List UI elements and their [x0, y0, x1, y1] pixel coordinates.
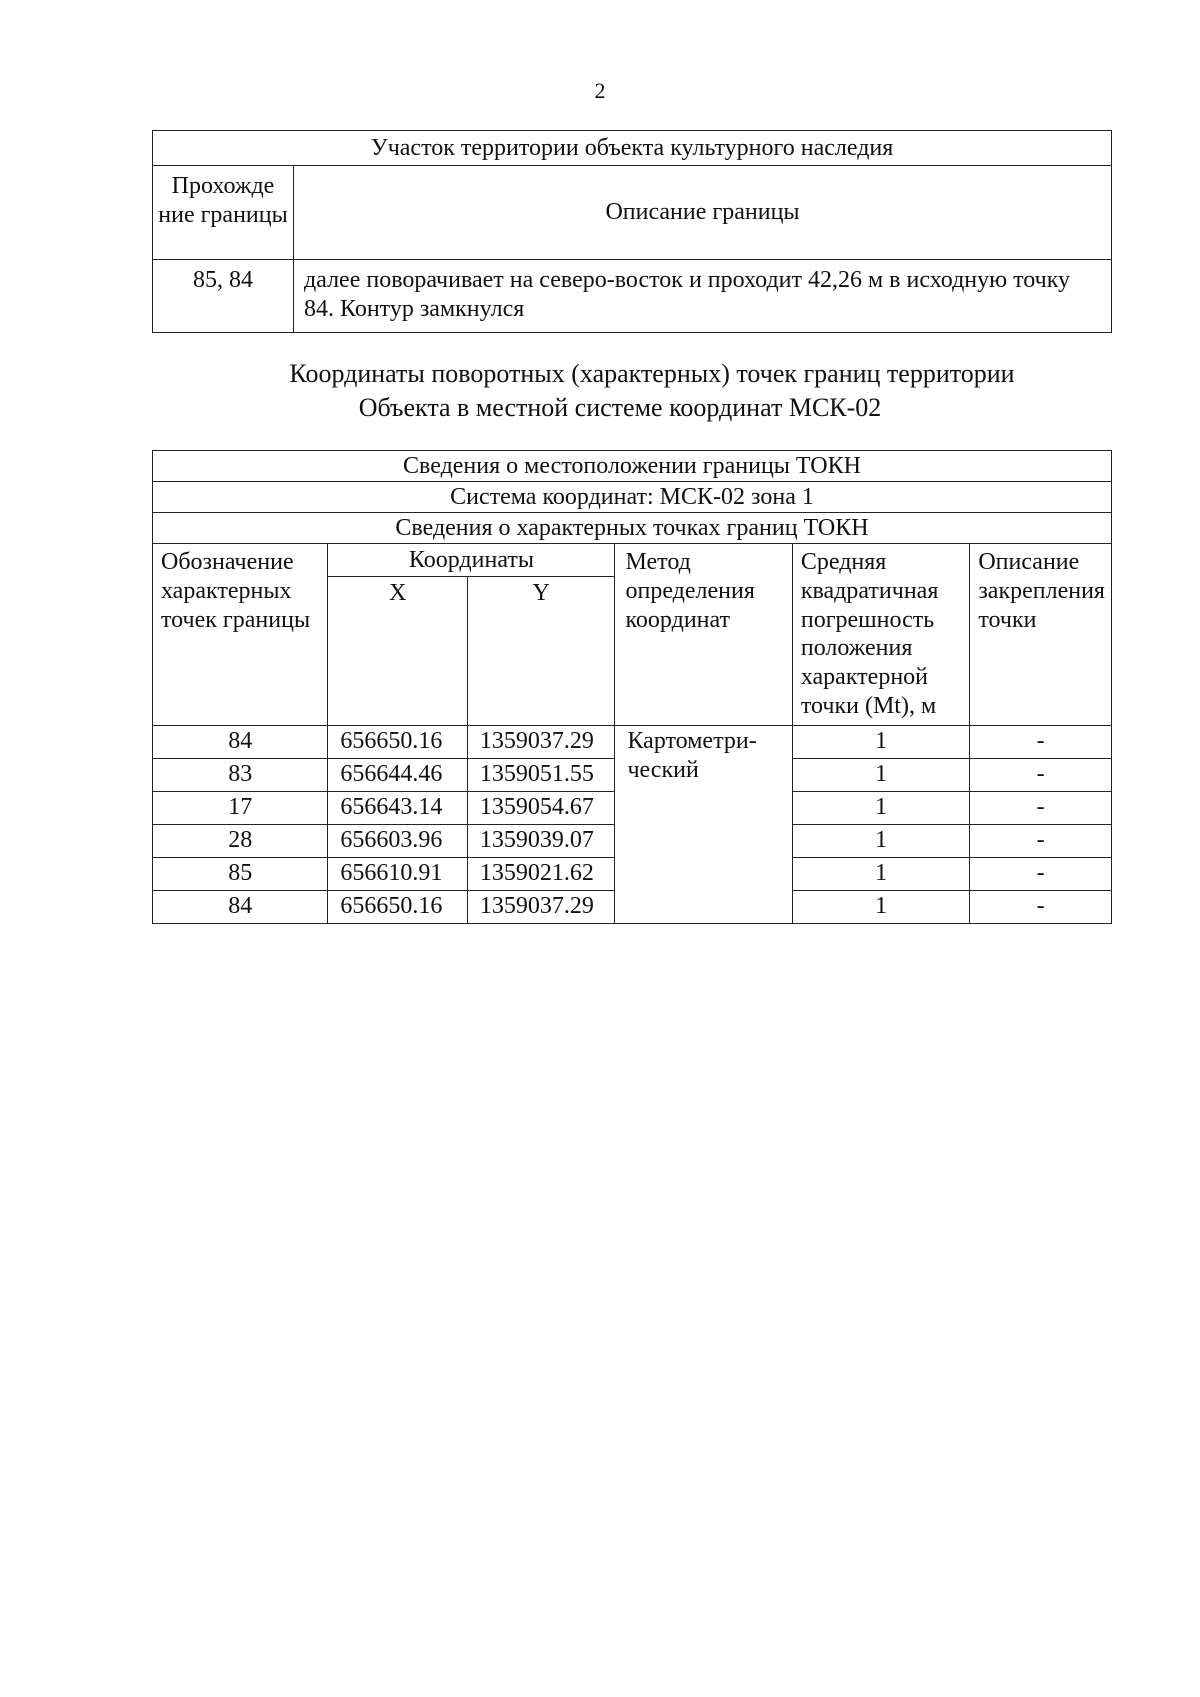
point-id: 84 [153, 891, 328, 924]
y-value: 1359054.67 [467, 792, 615, 825]
y-value: 1359039.07 [467, 825, 615, 858]
error-value: 1 [792, 858, 969, 891]
y-value: 1359037.29 [467, 726, 615, 759]
x-value: 656650.16 [328, 726, 467, 759]
x-value: 656644.46 [328, 759, 467, 792]
col-boundary-description: Описание границы [294, 166, 1112, 260]
fixing-value: - [970, 825, 1112, 858]
col-method: Метод определения координат [615, 544, 792, 726]
error-value: 1 [792, 759, 969, 792]
col-mean-error: Средняя квадратичная погрешность положения характерной точки (Mt), м [792, 544, 969, 726]
col-x: X [328, 577, 467, 726]
fixing-value: - [970, 759, 1112, 792]
error-value: 1 [792, 792, 969, 825]
coordinates-title-line2: Объекта в местной системе координат МСК-02 [358, 393, 882, 422]
x-value: 656603.96 [328, 825, 467, 858]
error-value: 1 [792, 825, 969, 858]
method-value: Картометри-ческий [615, 726, 792, 924]
band-coordinate-system: Система координат: МСК-02 зона 1 [153, 482, 1112, 513]
table-row [153, 726, 1112, 759]
point-id: 28 [153, 825, 328, 858]
error-value: 1 [792, 891, 969, 924]
coordinates-title-line1: Координаты поворотных (характерных) точек границ территории [289, 359, 1015, 388]
x-value: 656610.91 [328, 858, 467, 891]
band-characteristic-points: Сведения о характерных точках границ ТОКН [153, 513, 1112, 544]
coordinates-table [152, 450, 1112, 924]
fixing-value: - [970, 858, 1112, 891]
col-fixing-description: Описание закрепления точки [970, 544, 1112, 726]
col-point-designation: Обозначение характерных точек границы [153, 544, 328, 726]
fixing-value: - [970, 792, 1112, 825]
table-row [153, 260, 1112, 333]
row-points: 85, 84 [153, 260, 294, 333]
col-coordinates: Координаты [328, 544, 615, 577]
point-id: 17 [153, 792, 328, 825]
boundary-description-table [152, 130, 1112, 333]
point-id: 84 [153, 726, 328, 759]
fixing-value: - [970, 726, 1112, 759]
fixing-value: - [970, 891, 1112, 924]
point-id: 85 [153, 858, 328, 891]
col-boundary-passage: Прохожде ние границы [153, 166, 294, 260]
y-value: 1359051.55 [467, 759, 615, 792]
row-description: далее поворачивает на северо-восток и проходит 42,26 м в исходную точку 84. Контур замкнулся [294, 260, 1112, 333]
point-id: 83 [153, 759, 328, 792]
y-value: 1359037.29 [467, 891, 615, 924]
band-location: Сведения о местоположении границы ТОКН [153, 451, 1112, 482]
error-value: 1 [792, 726, 969, 759]
table1-title: Участок территории объекта культурного наследия [153, 131, 1112, 166]
col-y: Y [467, 577, 615, 726]
x-value: 656650.16 [328, 891, 467, 924]
page-number: 2 [594, 78, 606, 103]
x-value: 656643.14 [328, 792, 467, 825]
y-value: 1359021.62 [467, 858, 615, 891]
